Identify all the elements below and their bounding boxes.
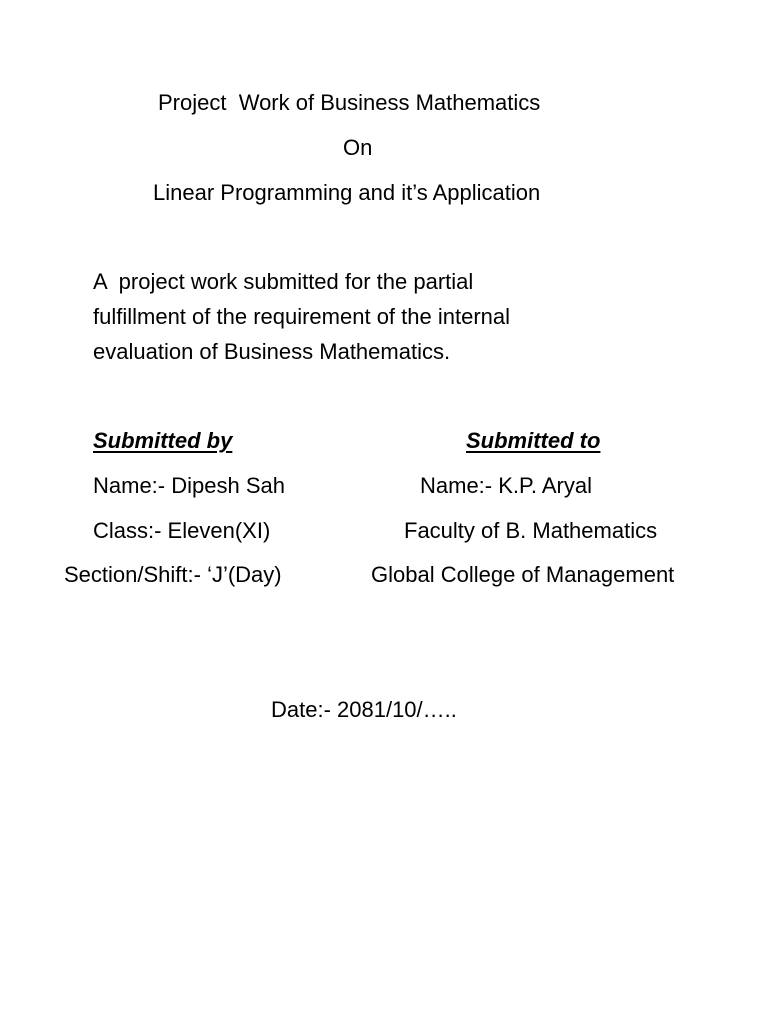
title-line-3: Linear Programming and it’s Application — [153, 180, 541, 205]
intro-line-3: evaluation of Business Mathematics. — [93, 339, 451, 364]
title-line-2: On — [343, 135, 373, 160]
submitted-to-heading: Submitted to — [466, 428, 601, 453]
recipient-faculty: Faculty of B. Mathematics — [404, 518, 658, 543]
submitter-section: Section/Shift:- ‘J’(Day) — [64, 562, 282, 587]
intro-line-2: fulfillment of the requirement of the internal — [93, 304, 511, 329]
submitter-class: Class:- Eleven(XI) — [93, 518, 271, 543]
submitted-by-heading: Submitted by — [93, 428, 233, 453]
submitter-name: Name:- Dipesh Sah — [93, 473, 285, 498]
recipient-college: Global College of Management — [371, 562, 675, 587]
submission-date: Date:- 2081/10/….. — [271, 697, 457, 722]
title-line-1: Project Work of Business Mathematics — [158, 90, 541, 115]
intro-line-1: A project work submitted for the partial — [93, 269, 474, 294]
recipient-name: Name:- K.P. Aryal — [420, 473, 592, 498]
